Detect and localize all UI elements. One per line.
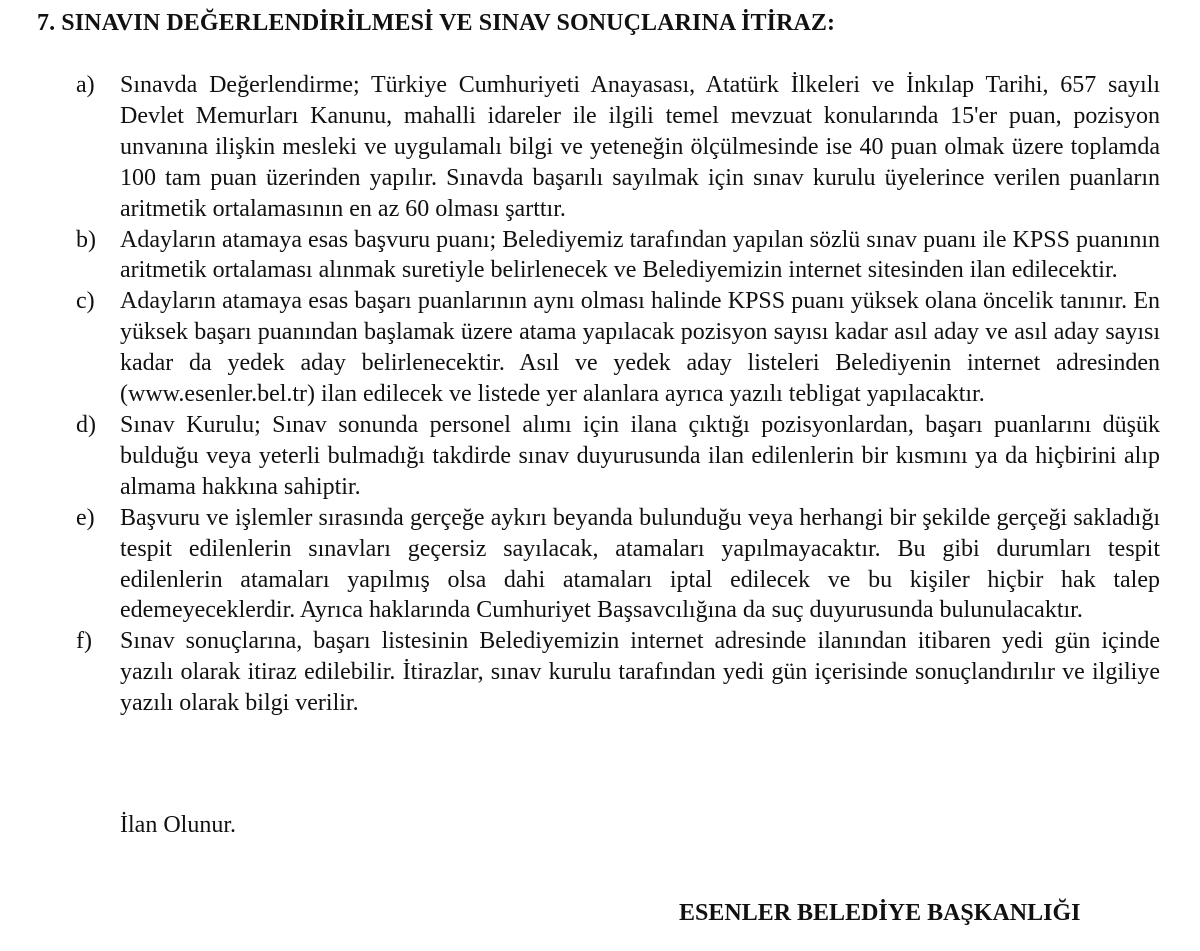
item-marker: b) <box>76 226 96 253</box>
list-item-c <box>76 286 1160 410</box>
list-item-f <box>76 626 1160 719</box>
item-text: Sınav Kurulu; Sınav sonunda personel alımı için ilana çıktığı pozisyonlardan, başarı puanlarını düşük bulduğu veya yeterli bulmadığı takdirde sınav duyurusunda ilan edilenlerin bir kısmını ya da hiçbirini alıp almama hakkına sahiptir. <box>120 411 1160 500</box>
item-marker: e) <box>76 504 95 531</box>
item-text: Adayların atamaya esas başarı puanlarının aynı olması halinde KPSS puanı yüksek olana öncelik tanınır. En yüksek başarı puanından başlamak üzere atama yapılacak pozisyon sayısı kadar asıl aday ve asıl aday sayısı kadar da yedek aday belirlenecektir. Asıl ve yedek aday listeleri Belediyenin internet adresinden (www.esenler.bel.tr) ilan edilecek ve listede yer alanlara ayrıca yazılı tebligat yapılacaktır. <box>120 288 1160 408</box>
list-item-d <box>76 410 1160 503</box>
item-text: Sınav sonuçlarına, başarı listesinin Belediyemizin internet adresinde ilanından itibaren yedi gün içinde yazılı olarak itiraz edilebilir. İtirazlar, sınav kurulu tarafından yedi gün içerisinde sonuçlandırılır ve ilgiliye yazılı olarak bilgi verilir. <box>120 628 1160 717</box>
closing-line: İlan Olunur. <box>120 812 236 838</box>
item-list <box>76 70 1160 719</box>
list-item-a <box>76 70 1160 225</box>
section-heading: 7. SINAVIN DEĞERLENDİRİLMESİ VE SINAV SONUÇLARINA İTİRAZ: <box>37 10 836 36</box>
item-text: Adayların atamaya esas başvuru puanı; Belediyemiz tarafından yapılan sözlü sınav puanı ile KPSS puanının aritmetik ortalaması alınmak suretiyle belirlenecek ve Belediyemizin internet sitesinden ilan edilecektir. <box>120 226 1160 284</box>
list-item-e <box>76 503 1160 627</box>
item-text: Başvuru ve işlemler sırasında gerçeğe aykırı beyanda bulunduğu veya herhangi bir şekilde gerçeği sakladığı tespit edilenlerin sınavları geçersiz sayılacak, atamaları yapılmayacaktır. Bu gibi durumları tespit edilenlerin atamaları yapılmış olsa dahi atamaları iptal edilecek ve bu kişiler hiçbir hak talep edemeyeceklerdir. Ayrıca haklarında Cumhuriyet Başsavcılığına da suç duyurusunda bulunulacaktır. <box>120 504 1160 624</box>
item-text: Sınavda Değerlendirme; Türkiye Cumhuriyeti Anayasası, Atatürk İlkeleri ve İnkılap Tarihi, 657 sayılı Devlet Memurları Kanunu, mahalli idareler ile ilgili temel mevzuat konularında 15'er puan, pozisyon unvanına ilişkin mesleki ve uygulamalı bilgi ve yeteneğin ölçülmesinde ise 40 puan olmak üzere toplamda 100 tam puan üzerinden yapılır. Sınavda başarılı sayılmak için sınav kurulu üyelerince verilen puanların aritmetik ortalamasının en az 60 olması şarttır. <box>120 72 1160 222</box>
item-marker: d) <box>76 411 96 438</box>
list-item-b <box>76 225 1160 287</box>
item-marker: c) <box>76 288 95 315</box>
item-marker: a) <box>76 72 95 98</box>
item-marker: f) <box>76 628 92 655</box>
signature-block: ESENLER BELEDİYE BAŞKANLIĞI <box>679 900 1081 926</box>
